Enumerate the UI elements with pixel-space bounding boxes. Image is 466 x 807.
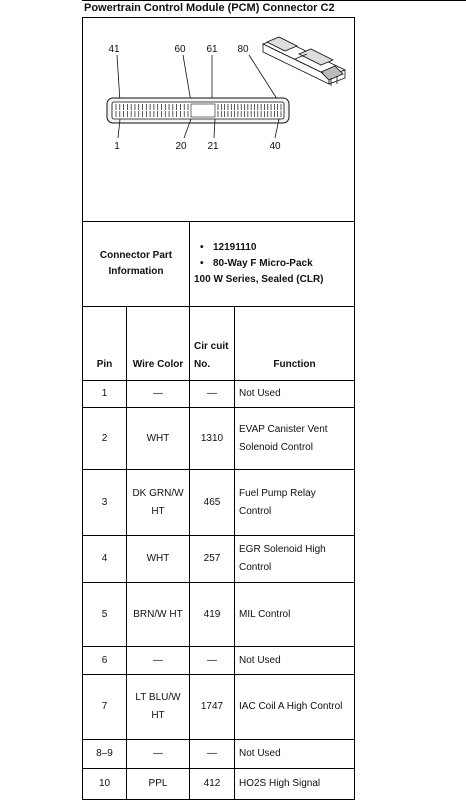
connector-iso-icon	[263, 37, 345, 86]
circuit-cell: 419	[190, 583, 235, 647]
circuit-cell: —	[190, 647, 235, 675]
table-row	[83, 740, 355, 769]
leader-line-41	[117, 55, 120, 102]
leader-line-60	[183, 55, 191, 102]
function-cell: HO2S High Signal	[235, 769, 355, 800]
circuit-cell: —	[190, 381, 235, 408]
wire-color-cell: PPL	[127, 769, 190, 800]
table-row	[83, 408, 355, 470]
column-header-pin: Pin	[83, 307, 127, 381]
pin-cell: 6	[83, 647, 127, 675]
function-cell: Not Used	[235, 740, 355, 769]
pin-cell: 1	[83, 381, 127, 408]
connector-part-information-label: Connector Part Information	[83, 222, 190, 307]
table-row	[83, 536, 355, 583]
table-row	[83, 675, 355, 740]
connector-diagram	[83, 18, 355, 214]
function-cell: Fuel Pump Relay Control	[235, 470, 355, 536]
wire-color-cell: —	[127, 740, 190, 769]
column-header-function: Function	[235, 307, 355, 381]
circuit-cell: —	[190, 740, 235, 769]
pin-label-60: 60	[174, 44, 186, 55]
pin-label-61: 61	[206, 44, 218, 55]
function-cell: Not Used	[235, 381, 355, 408]
pin-cell: 2	[83, 408, 127, 470]
wire-color-cell: BRN/W HT	[127, 583, 190, 647]
wire-color-cell: DK GRN/W HT	[127, 470, 190, 536]
circuit-cell: 257	[190, 536, 235, 583]
part-series: 100 W Series, Sealed (CLR)	[194, 274, 324, 285]
pin-label-40: 40	[269, 141, 281, 152]
circuit-cell: 1310	[190, 408, 235, 470]
pin-label-80: 80	[237, 44, 249, 55]
function-cell: IAC Coil A High Control	[235, 675, 355, 740]
pin-label-41: 41	[108, 44, 120, 55]
circuit-cell: 1747	[190, 675, 235, 740]
pin-cell: 3	[83, 470, 127, 536]
pin-label-21: 21	[207, 141, 219, 152]
table-header-row	[83, 307, 355, 381]
connector-diagram-cell	[83, 18, 355, 222]
wire-color-cell: WHT	[127, 408, 190, 470]
connector-info-row	[83, 222, 355, 307]
wire-color-cell: LT BLU/W HT	[127, 675, 190, 740]
table-row	[83, 769, 355, 800]
pin-cell: 8–9	[83, 740, 127, 769]
part-description: • 80-Way F Micro-Pack	[200, 256, 350, 272]
function-cell: MIL Control	[235, 583, 355, 647]
function-cell: EGR Solenoid High Control	[235, 536, 355, 583]
table-row	[83, 647, 355, 675]
pin-cell: 10	[83, 769, 127, 800]
circuit-cell: 412	[190, 769, 235, 800]
part-number: • 12191110	[200, 240, 350, 256]
pin-cell: 7	[83, 675, 127, 740]
connector-part-information-value	[190, 222, 355, 307]
table-row	[83, 583, 355, 647]
pin-cell: 5	[83, 583, 127, 647]
connector-table	[82, 17, 355, 800]
column-header-circuit-no: Cir cuit No.	[190, 307, 235, 381]
top-rule	[82, 0, 466, 1]
column-header-wire-color: Wire Color	[127, 307, 190, 381]
diagram-row	[83, 18, 355, 222]
pin-label-1: 1	[114, 141, 120, 152]
page-title: Powertrain Control Module (PCM) Connector C2	[84, 2, 335, 14]
table-row	[83, 470, 355, 536]
wire-color-cell: —	[127, 381, 190, 408]
pin-cell: 4	[83, 536, 127, 583]
wire-color-cell: —	[127, 647, 190, 675]
connector-body	[107, 98, 289, 123]
table-row	[83, 381, 355, 408]
wire-color-cell: WHT	[127, 536, 190, 583]
pin-label-20: 20	[175, 141, 187, 152]
function-cell: EVAP Canister Vent Solenoid Control	[235, 408, 355, 470]
function-cell: Not Used	[235, 647, 355, 675]
circuit-cell: 465	[190, 470, 235, 536]
leader-line-80	[249, 55, 279, 102]
connector-part-list	[194, 240, 350, 272]
